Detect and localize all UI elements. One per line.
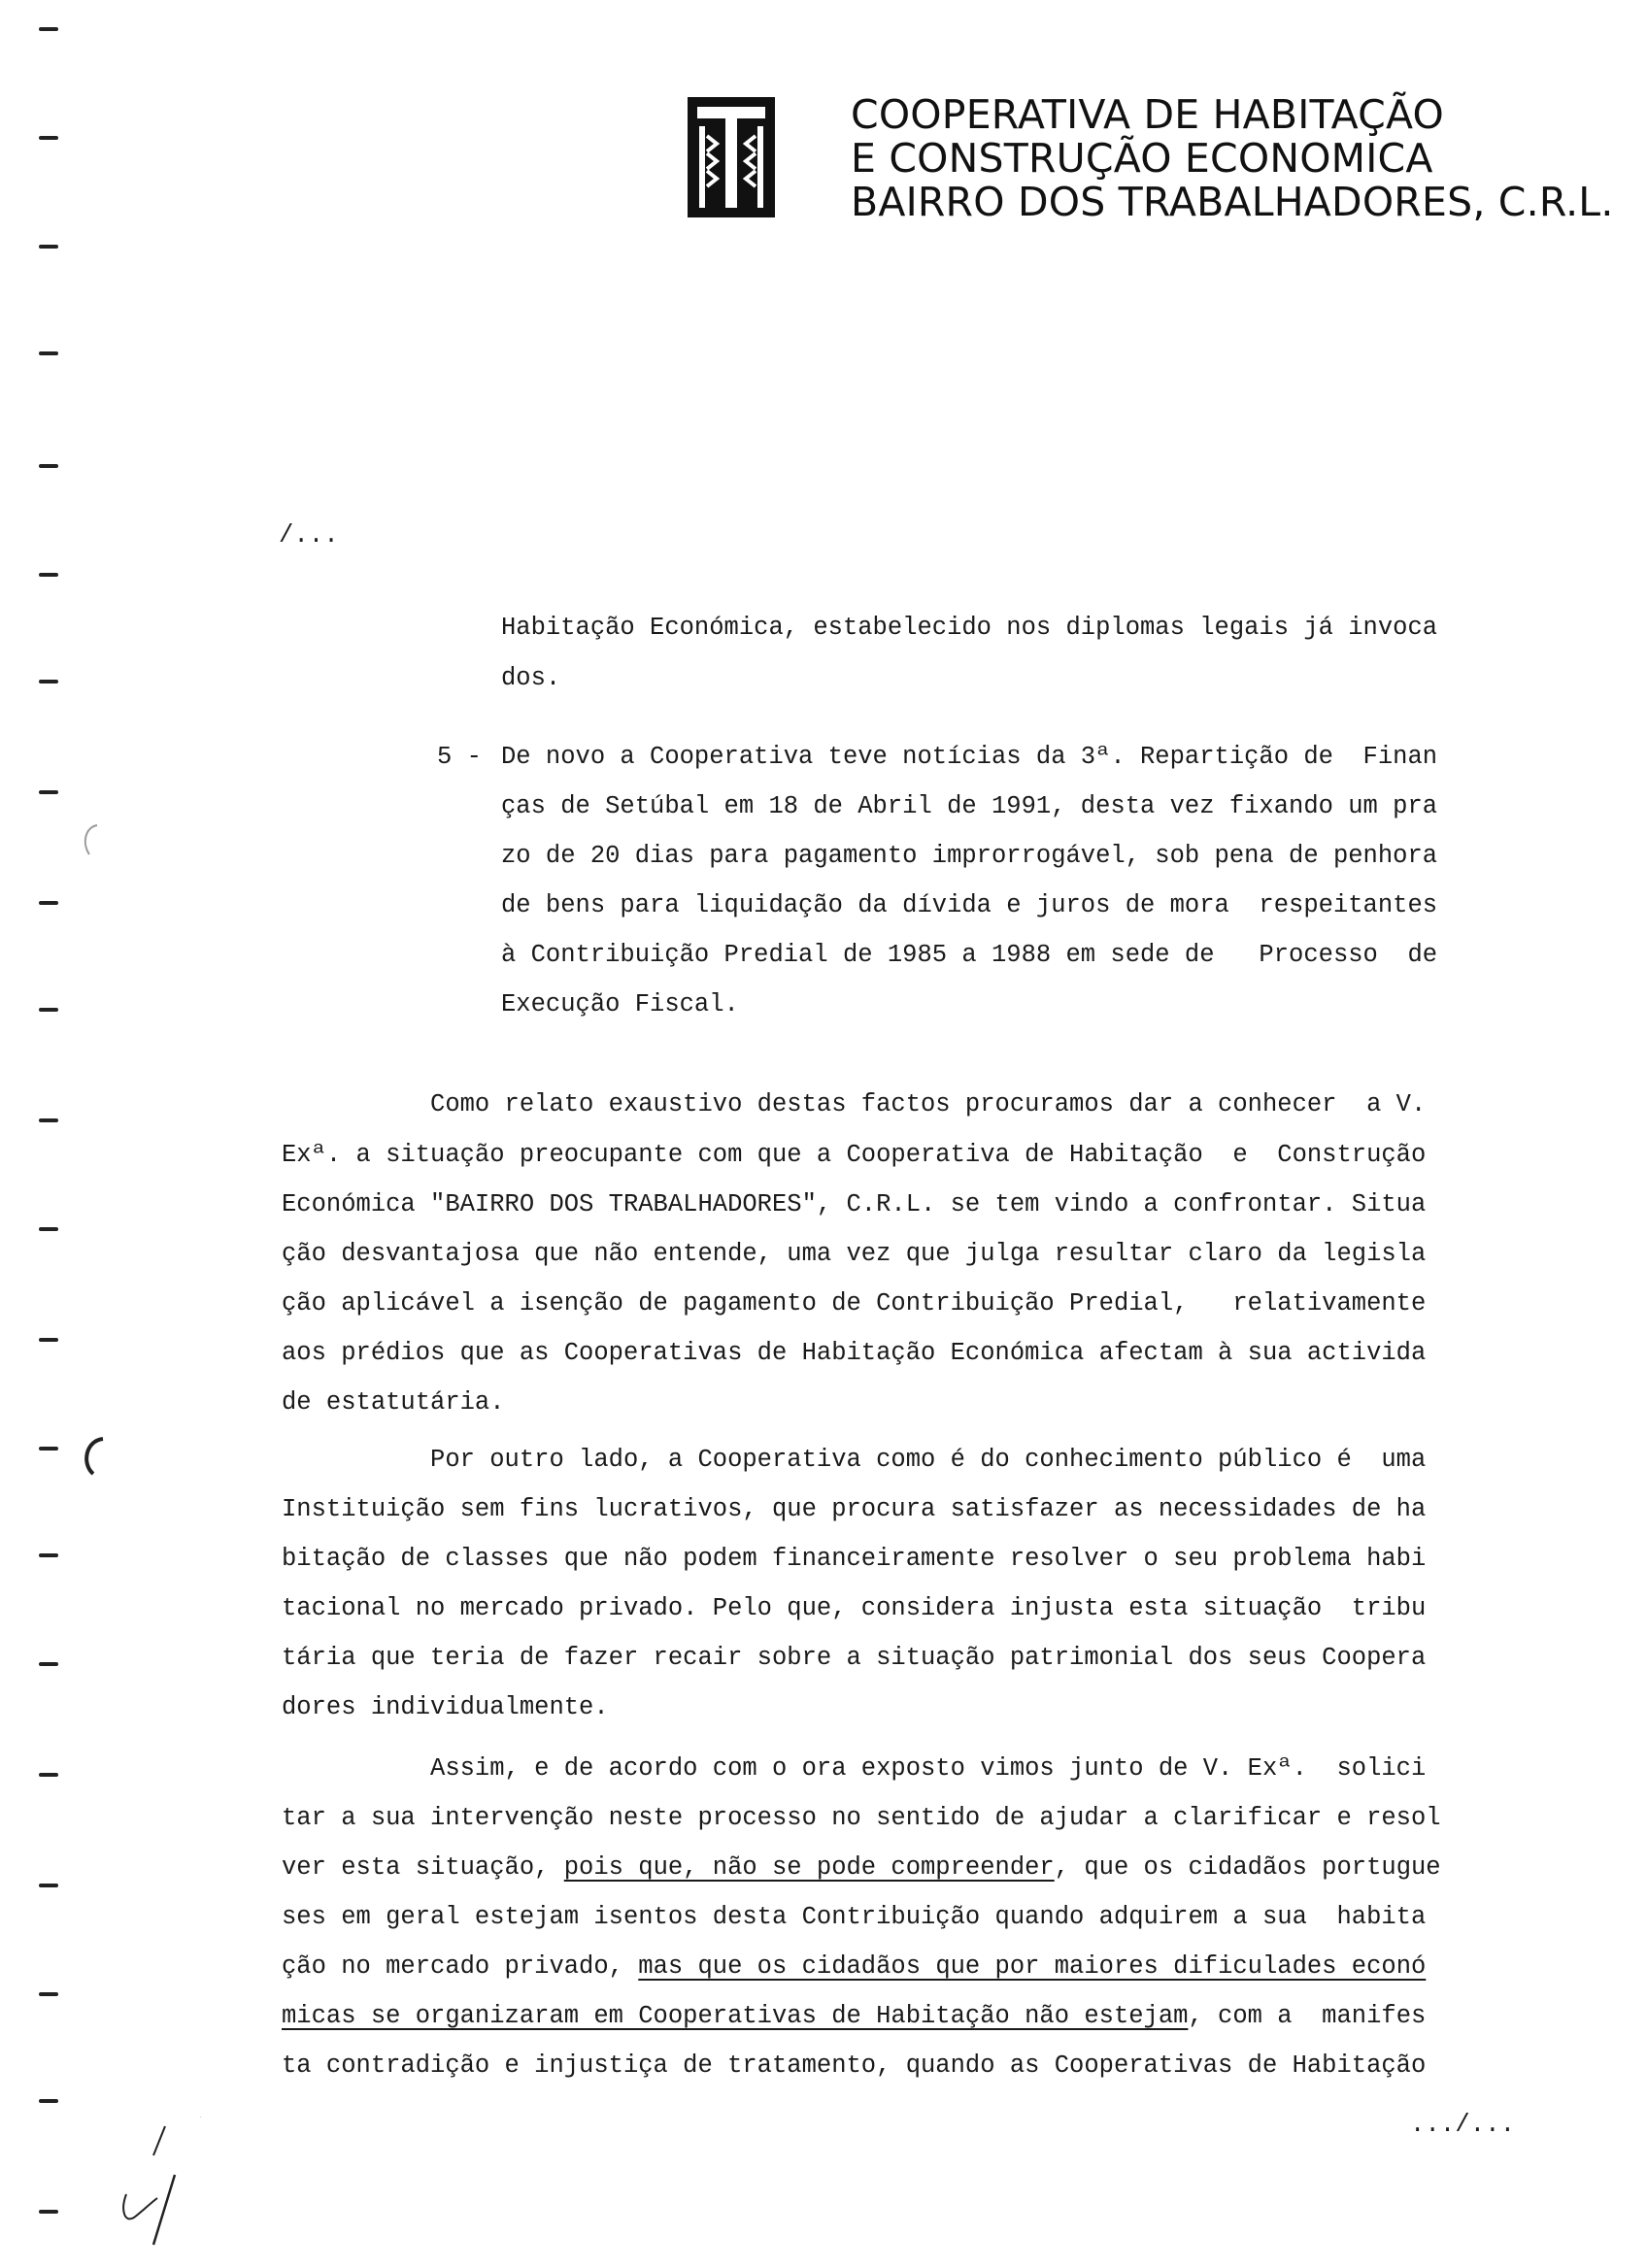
margin-dash [39,464,58,468]
margin-dash [39,573,58,577]
punch-hole-mark [64,1427,132,1485]
margin-dash [39,901,58,905]
item-5-line-4: de bens para liquidação da dívida e juros de mora respeitantes [501,891,1438,919]
margin-dash [39,1884,58,1887]
margin-dash [39,1227,58,1231]
p3-underlined-phrase-1: pois que, não se pode compreender [563,1853,1055,1882]
p1-line-1: Como relato exaustivo destas factos procuramos dar a conhecer a V. [282,1090,1427,1118]
margin-dash [39,790,58,794]
p2-line-1: Por outro lado, a Cooperativa como é do conhecimento público é uma [282,1446,1427,1474]
continuation-marker: /... [279,521,339,550]
margin-dash [39,27,58,31]
punch-hole-mark [68,816,126,874]
p1-line-7: de estatutária. [282,1388,505,1417]
p3-underlined-phrase-3: micas se organizaram em Cooperativas de Habitação não estejam [282,2002,1189,2030]
item-5-line-6: Execução Fiscal. [501,990,739,1018]
p3-line-2: tar a sua intervenção neste processo no sentido de ajudar a clarificar e resol [282,1804,1441,1832]
org-line-1: COOPERATIVA DE HABITAÇÃO [851,91,1444,138]
p2-line-6: dores individualmente. [282,1693,609,1721]
p3-line-5 [282,1952,1426,1981]
p2-line-4: tacional no mercado privado. Pelo que, considera injusta esta situação tribu [282,1594,1427,1622]
margin-dash [39,2210,58,2214]
item-5-line-3: zo de 20 dias para pagamento improrrogável, sob pena de penhora [501,842,1438,870]
p3-underlined-phrase-2: mas que os cidadãos que por maiores dificulades econó [638,1952,1427,1981]
p2-line-2: Instituição sem fins lucrativos, que procura satisfazer as necessidades de ha [282,1495,1427,1523]
margin-dash [39,1553,58,1557]
margin-dash [39,680,58,684]
p3-line-7: ta contradição e injustiça de tratamento, quando as Cooperativas de Habitação [282,2051,1427,2080]
handwritten-initials [107,2117,223,2252]
p3-line-4: ses em geral estejam isentos desta Contribuição quando adquirem a sua habita [282,1903,1427,1931]
item-5-number: 5 - [437,743,482,771]
p2-line-5: tária que teria de fazer recair sobre a situação patrimonial dos seus Coopera [282,1644,1427,1672]
p2-line-3: bitação de classes que não podem financeiramente resolver o seu problema habi [282,1545,1427,1573]
item-5-line-1: De novo a Cooperativa teve notícias da 3ª. Repartição de Finan [501,743,1438,771]
margin-dash [39,245,58,249]
cooperative-building-logo [688,97,775,217]
p1-line-3: Económica "BAIRRO DOS TRABALHADORES", C.R.L. se tem vindo a confrontar. Situa [282,1190,1427,1218]
p3-line-6-end: , com a manifes [1188,2002,1427,2030]
p3-line-1: Assim, e de acordo com o ora exposto vimos junto de V. Exª. solici [282,1754,1427,1783]
item-5-line-5: à Contribuição Predial de 1985 a 1988 em sede de Processo de [501,941,1438,969]
margin-dash [39,1662,58,1666]
p3-line-3-end: , que os cidadãos portugue [1054,1853,1441,1882]
p1-line-2: Exª. a situação preocupante com que a Cooperativa de Habitação e Construção [282,1141,1427,1169]
margin-dash [39,1992,58,1996]
item-5-line-2: ças de Setúbal em 18 de Abril de 1991, desta vez fixando um pra [501,792,1438,820]
margin-dash [39,1008,58,1012]
p1-line-5: ção aplicável a isenção de pagamento de Contribuição Predial, relativamente [282,1289,1427,1317]
p3-line-3 [282,1853,1441,1882]
continuation-end-marker: .../... [1410,2111,1516,2139]
margin-dash [39,2099,58,2103]
p1-line-6: aos prédios que as Cooperativas de Habitação Económica afectam à sua activida [282,1339,1427,1367]
intro-line-2: dos. [501,664,561,692]
margin-dash [39,1773,58,1777]
org-line-3: BAIRRO DOS TRABALHADORES, C.R.L. [851,179,1614,225]
p3-line-5-start: ção no mercado privado, [282,1952,639,1981]
margin-dash [39,1338,58,1342]
margin-dash [39,1447,58,1451]
org-line-2: E CONSTRUÇÃO ECONOMICA [851,135,1433,182]
margin-dash [39,136,58,140]
organization-name [851,93,1614,224]
intro-line-1: Habitação Económica, estabelecido nos diplomas legais já invoca [501,614,1438,642]
p1-line-4: ção desvantajosa que não entende, uma vez que julga resultar claro da legisla [282,1240,1427,1268]
margin-dash [39,351,58,355]
p3-line-6 [282,2002,1426,2030]
margin-dash [39,1118,58,1122]
p3-line-3-start: ver esta situação, [282,1853,564,1882]
